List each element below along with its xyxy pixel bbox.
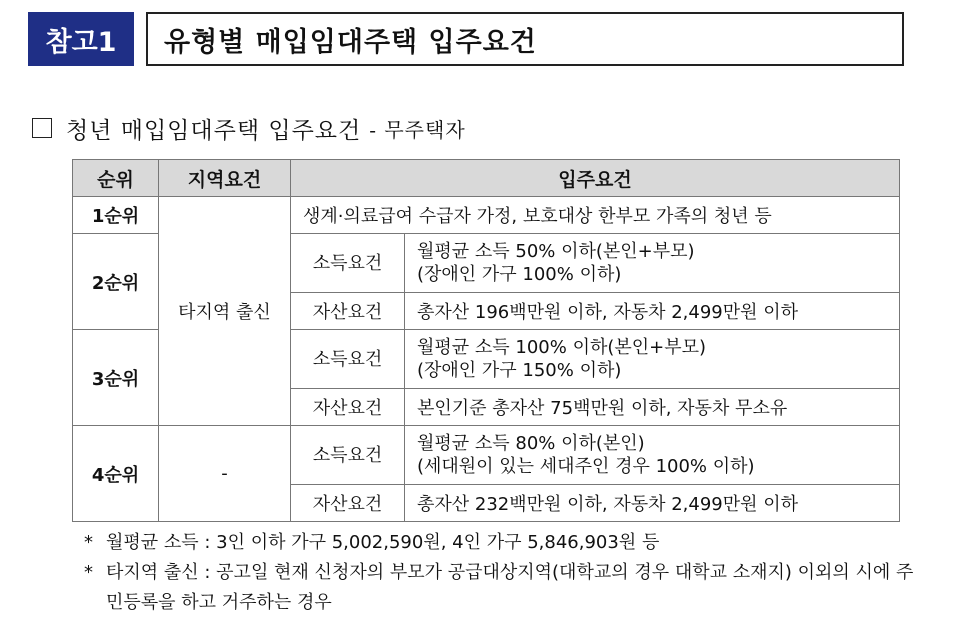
rank-4: 4순위 <box>73 426 159 522</box>
page-title: 유형별 매입임대주택 입주요건 <box>146 12 904 66</box>
requirements-table <box>72 159 900 522</box>
section-title: 청년 매입임대주택 입주요건 <box>66 117 362 144</box>
rank-4-income-line2: (세대원이 있는 세대주인 경우 100% 이하) <box>417 456 755 477</box>
section-subtitle: - 무주택자 <box>369 117 466 142</box>
rank-1: 1순위 <box>73 197 159 234</box>
rank-4-asset-requirement: 총자산 232백만원 이하, 자동차 2,499만원 이하 <box>405 485 900 522</box>
rank-2-asset-requirement: 총자산 196백만원 이하, 자동차 2,499만원 이하 <box>405 293 900 330</box>
rank-1-requirement: 생계·의료급여 수급자 가정, 보호대상 한부모 가족의 청년 등 <box>291 197 900 234</box>
footnote-text: 월평균 소득 : 3인 이하 가구 5,002,590원, 4인 가구 5,846,903원 등 <box>106 532 660 553</box>
footnote-mark: * <box>84 532 93 553</box>
rank-2-income-requirement <box>405 234 900 293</box>
rank-4-income-label: 소득요건 <box>291 426 405 485</box>
rank-3-asset-label: 자산요건 <box>291 389 405 426</box>
footnote-mark: * <box>84 562 93 583</box>
region-out-of-area: 타지역 출신 <box>159 197 291 426</box>
region-none: - <box>159 426 291 522</box>
rank-2-income-line1: 월평균 소득 50% 이하(본인+부모) <box>417 241 695 262</box>
rank-3: 3순위 <box>73 330 159 426</box>
header <box>28 12 904 66</box>
rank-2-income-line2: (장애인 가구 100% 이하) <box>417 264 622 285</box>
rank-4-asset-label: 자산요건 <box>291 485 405 522</box>
section-heading <box>32 112 466 144</box>
footnotes <box>84 528 924 618</box>
table-row <box>73 197 900 234</box>
header-rank: 순위 <box>73 160 159 197</box>
rank-3-income-requirement <box>405 330 900 389</box>
header-region: 지역요건 <box>159 160 291 197</box>
rank-3-income-label: 소득요건 <box>291 330 405 389</box>
table-header-row <box>73 160 900 197</box>
header-requirements: 입주요건 <box>291 160 900 197</box>
table-row <box>73 426 900 485</box>
footnote-text: 타지역 출신 : 공고일 현재 신청자의 부모가 공급대상지역(대학교의 경우 대학교 소재지) 이외의 시에 주민등록을 하고 거주하는 경우 <box>106 562 914 613</box>
rank-3-income-line2: (장애인 가구 150% 이하) <box>417 360 622 381</box>
checkbox-icon <box>32 118 52 138</box>
footnote <box>84 558 924 618</box>
rank-2: 2순위 <box>73 234 159 330</box>
reference-badge: 참고1 <box>28 12 134 66</box>
rank-4-income-line1: 월평균 소득 80% 이하(본인) <box>417 433 645 454</box>
rank-2-income-label: 소득요건 <box>291 234 405 293</box>
rank-4-income-requirement <box>405 426 900 485</box>
rank-2-asset-label: 자산요건 <box>291 293 405 330</box>
rank-3-income-line1: 월평균 소득 100% 이하(본인+부모) <box>417 337 707 358</box>
footnote <box>84 528 924 558</box>
rank-3-asset-requirement: 본인기준 총자산 75백만원 이하, 자동차 무소유 <box>405 389 900 426</box>
